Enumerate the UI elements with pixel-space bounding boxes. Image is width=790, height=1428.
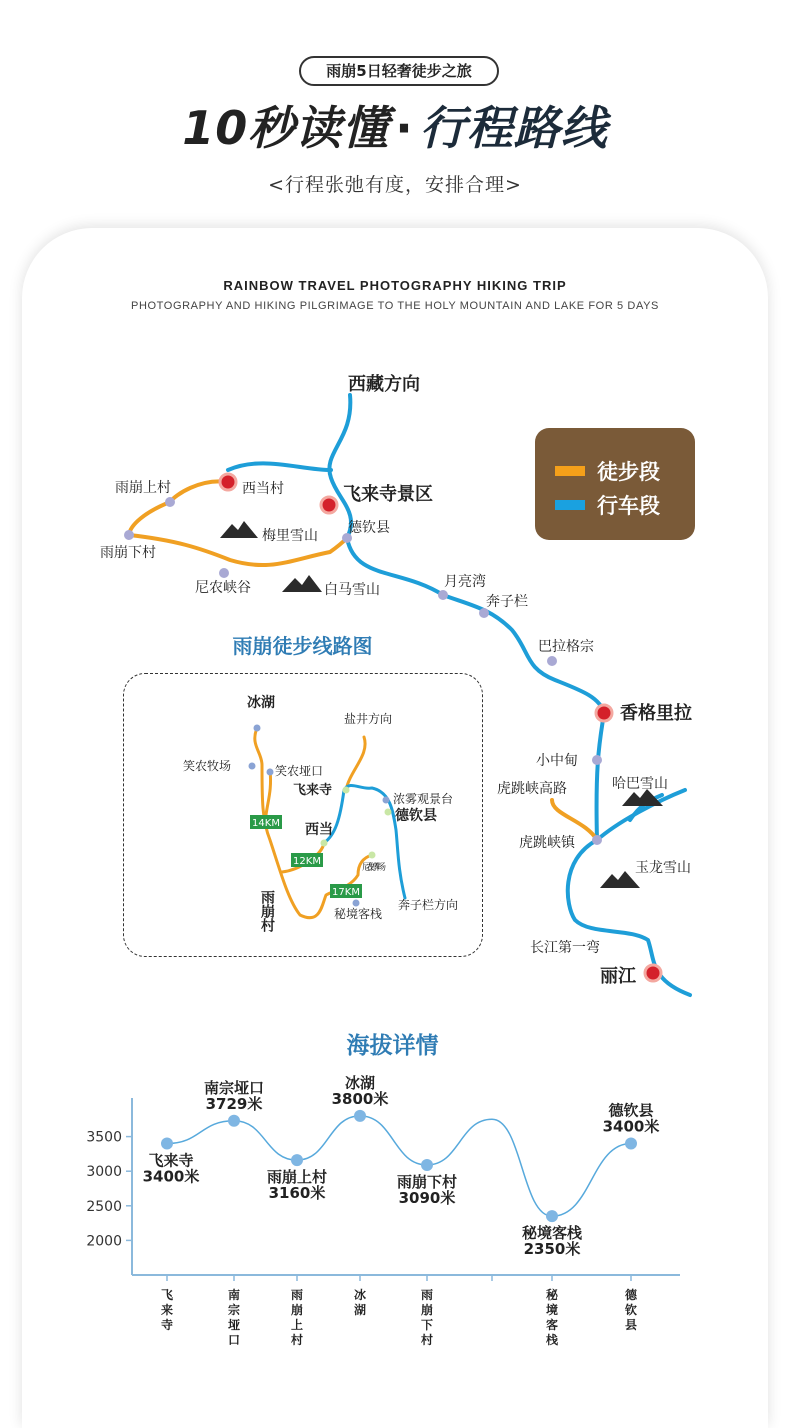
x-tick-label: 宗 — [227, 1303, 241, 1317]
y-tick-label: 2500 — [86, 1198, 122, 1215]
x-tick-label: 冰 — [353, 1288, 367, 1302]
elevation-point — [354, 1110, 366, 1122]
hike-stop-feilai — [343, 787, 350, 794]
label-benzilan: 奔子栏 — [486, 594, 528, 610]
x-tick-label: 南 — [227, 1288, 241, 1302]
hike-map-title: 雨崩徒步线路图 — [232, 634, 373, 658]
label-baima: 白马雪山 — [324, 582, 380, 598]
hike-label-yubeng: 雨崩村 — [259, 890, 275, 932]
label-xiaozhongdian: 小中甸 — [536, 753, 578, 769]
point-elevation-label: 3729米 — [205, 1094, 263, 1113]
label-yueliangwan: 月亮湾 — [444, 574, 486, 590]
en-subtitle: PHOTOGRAPHY AND HIKING PILGRIMAGE TO THE HOLY MOUNTAIN AND LAKE FOR 5 DAYS — [131, 300, 659, 312]
x-tick-label: 上 — [290, 1318, 304, 1332]
label-meili: 梅里雪山 — [262, 528, 318, 544]
y-tick-label: 2000 — [86, 1233, 122, 1250]
label-haba: 哈巴雪山 — [612, 776, 668, 792]
label-tiger-road: 虎跳峡高路 — [497, 781, 567, 797]
point-elevation-label: 2350米 — [523, 1240, 581, 1259]
x-tick-label: 栈 — [545, 1333, 559, 1347]
point-name-label: 雨崩上村 — [266, 1168, 328, 1187]
point-name-label: 秘境客栈 — [521, 1224, 583, 1243]
title-part1: 10秒读懂 — [182, 101, 390, 155]
hike-line-xiaonong — [266, 770, 271, 815]
x-tick-label: 来 — [160, 1303, 174, 1317]
label-first-bend: 长江第一弯 — [530, 940, 600, 956]
x-tick-label: 飞 — [160, 1288, 174, 1302]
x-tick-label: 寺 — [160, 1318, 174, 1332]
x-tick-label: 境 — [545, 1303, 559, 1317]
x-tick-label: 口 — [227, 1333, 241, 1347]
hike-label-ninong: 尼农停车场 — [362, 863, 386, 873]
hike-label-xidang: 西当 — [305, 822, 333, 838]
x-tick-label: 县 — [624, 1318, 638, 1332]
page-subtitle: <行程张弛有度，安排合理> — [268, 174, 522, 196]
label-feilai: 飞来寺景区 — [343, 484, 433, 505]
point-elevation-label: 3400米 — [142, 1167, 200, 1186]
point-elevation-label: 3400米 — [602, 1117, 660, 1136]
label-shangrila: 香格里拉 — [620, 703, 692, 724]
x-tick-label: 钦 — [624, 1303, 638, 1317]
title-dot: · — [395, 101, 414, 155]
hike-stop-ranch — [249, 763, 256, 770]
label-lijiang: 丽江 — [600, 966, 636, 987]
point-elevation-label: 3090米 — [398, 1188, 456, 1207]
hike-label-deqin: 德钦县 — [395, 808, 437, 824]
trip-pill: 雨崩5日轻奢徒步之旅 — [299, 56, 499, 86]
x-tick-label: 雨 — [290, 1288, 304, 1302]
x-tick-label: 垭 — [227, 1318, 241, 1332]
label-deqin: 德钦县 — [348, 520, 390, 536]
hike-label-benzilan: 奔子栏方向 — [398, 898, 459, 912]
elevation-point — [625, 1138, 637, 1150]
y-tick-label: 3000 — [86, 1164, 122, 1181]
badge-14km-label: 14KM — [252, 818, 280, 829]
x-tick-label: 村 — [290, 1333, 304, 1347]
hike-stop-xidang — [321, 840, 328, 847]
hike-stop-nongwu — [383, 797, 390, 804]
point-name-label: 飞来寺 — [148, 1151, 194, 1170]
label-yulong: 玉龙雪山 — [635, 860, 691, 876]
hike-stop-deqin — [385, 809, 392, 816]
badge-17km-label: 17KM — [332, 887, 360, 898]
hike-label-pass: 笑农垭口 — [275, 764, 324, 778]
x-tick-label: 下 — [420, 1318, 434, 1332]
elevation-point — [228, 1115, 240, 1127]
elevation-point — [291, 1154, 303, 1166]
x-tick-label: 崩 — [420, 1303, 434, 1317]
en-title: RAINBOW TRAVEL PHOTOGRAPHY HIKING TRIP — [223, 278, 567, 293]
label-balagezong: 巴拉格宗 — [538, 639, 594, 655]
point-name-label: 冰湖 — [344, 1073, 376, 1092]
x-tick-label: 崩 — [290, 1303, 304, 1317]
label-tibet: 西藏方向 — [348, 374, 420, 395]
hike-stop-mijing — [353, 900, 360, 907]
legend-drive-label: 行车段 — [597, 494, 660, 518]
x-tick-label: 客 — [545, 1318, 559, 1332]
point-elevation-label: 3160米 — [268, 1184, 326, 1203]
hike-label-binghu: 冰湖 — [247, 695, 275, 711]
hike-stop-pass — [267, 769, 274, 776]
title-part2: 行程路线 — [419, 101, 608, 155]
x-tick-label: 湖 — [353, 1303, 367, 1317]
x-tick-label: 德 — [624, 1288, 638, 1302]
hike-stop-binghu — [254, 725, 261, 732]
x-tick-label: 秘 — [545, 1288, 559, 1302]
hike-label-feilaisi: 飞来寺 — [293, 783, 333, 798]
y-tick-label: 3500 — [86, 1129, 122, 1146]
elevation-point — [546, 1210, 558, 1222]
elevation-chart — [0, 1070, 790, 1360]
x-tick-label: 雨 — [420, 1288, 434, 1302]
point-elevation-label: 3800米 — [331, 1089, 389, 1108]
elevation-title: 海拔详情 — [346, 1033, 439, 1059]
label-yubeng-lower: 雨崩下村 — [100, 545, 156, 561]
point-name-label: 雨崩下村 — [396, 1172, 458, 1191]
label-ninong: 尼农峡谷 — [195, 580, 251, 596]
point-name-label: 南宗垭口 — [203, 1078, 265, 1097]
label-tiger-town: 虎跳峡镇 — [519, 835, 575, 851]
hike-stop-ninong — [369, 852, 376, 859]
hike-line-yanjing — [346, 737, 365, 790]
legend-hike-label: 徒步段 — [597, 460, 660, 484]
hike-label-mijing: 秘境客栈 — [334, 907, 383, 921]
badge-12km-label: 12KM — [293, 856, 321, 867]
hike-label-yanjing: 盐井方向 — [344, 712, 393, 726]
elevation-point — [161, 1138, 173, 1150]
label-yubeng-upper: 雨崩上村 — [115, 480, 171, 496]
elevation-point — [421, 1159, 433, 1171]
label-xidang: 西当村 — [242, 481, 284, 497]
hike-label-ranch: 笑农牧场 — [183, 759, 232, 773]
x-tick-label: 村 — [420, 1333, 434, 1347]
point-name-label: 德钦县 — [608, 1101, 654, 1120]
hike-label-nongwu: 浓雾观景台 — [393, 792, 454, 806]
